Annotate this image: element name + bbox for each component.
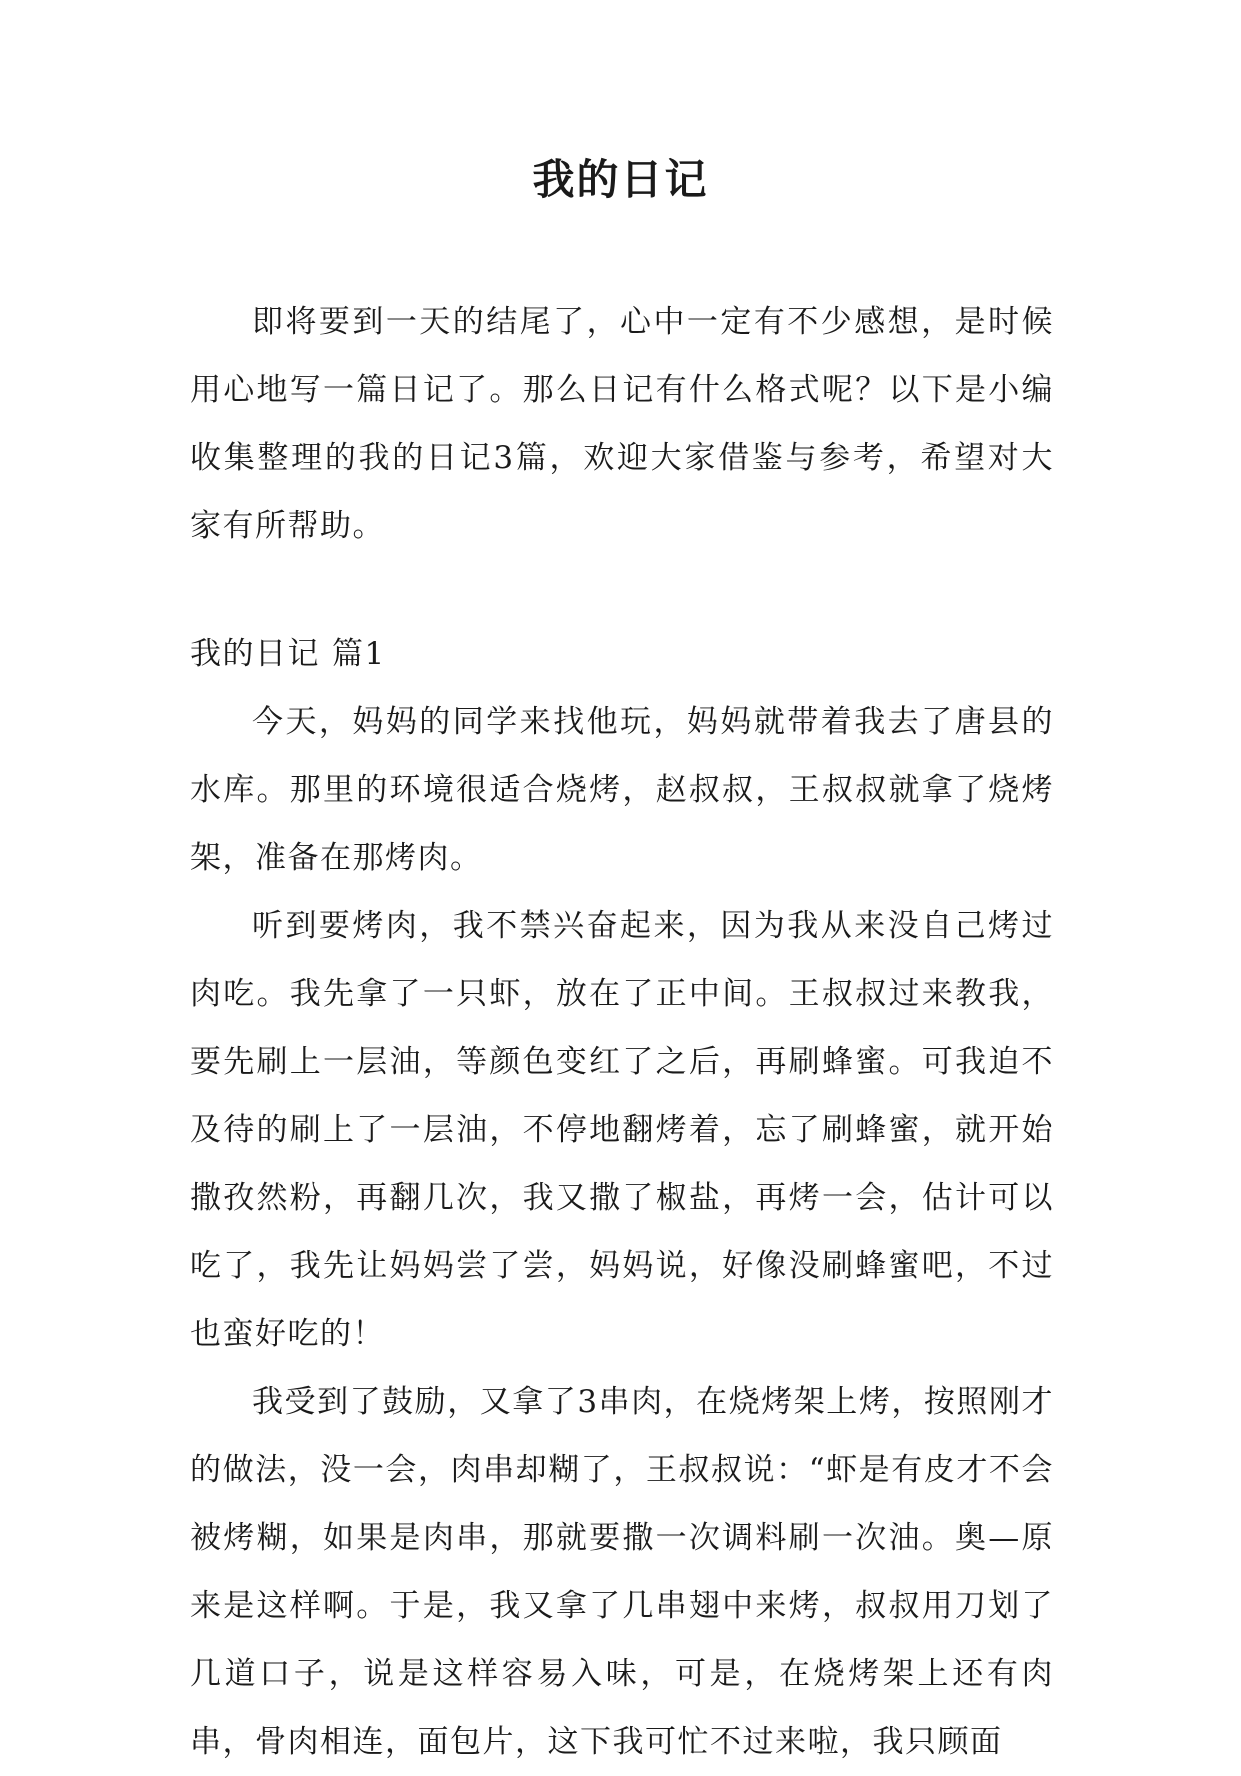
document-body — [190, 288, 1054, 1776]
section-heading — [190, 620, 1054, 688]
body-paragraph: 今天，妈妈的同学来找他玩，妈妈就带着我去了唐县的水库。那里的环境很适合烧烤，赵叔叔，王叔叔就拿了烧烤架，准备在那烤肉。 — [190, 704, 1054, 876]
body-paragraph: 我受到了鼓励，又拿了3串肉，在烧烤架上烤，按照刚才的做法，没一会，肉串却糊了，王叔叔说：“虾是有皮才不会被烤糊，如果是肉串，那就要撒一次调料刷一次油。奥—原来是这样啊。于是，我又拿了几串翅中来烤，叔叔用刀划了几道口子，说是这样容易入味，可是，在烧烤架上还有肉串，骨肉相连，面包片，这下我可忙不过来啦，我只顾面 — [190, 1384, 1054, 1760]
section-heading-number: 篇1 — [332, 636, 386, 672]
document-title: 我的日记 — [532, 155, 709, 204]
section-spacer — [190, 560, 1054, 620]
section-heading-title: 我的日记 — [190, 636, 320, 672]
body-paragraph: 听到要烤肉，我不禁兴奋起来，因为我从来没自己烤过肉吃。我先拿了一只虾，放在了正中间。王叔叔过来教我，要先刷上一层油，等颜色变红了之后，再刷蜂蜜。可我迫不及待的刷上了一层油，不停地翻烤着，忘了刷蜂蜜，就开始撒孜然粉，再翻几次，我又撒了椒盐，再烤一会，估计可以吃了，我先让妈妈尝了尝，妈妈说，好像没刷蜂蜜吧，不过也蛮好吃的！ — [190, 908, 1054, 1352]
intro-paragraph: 即将要到一天的结尾了，心中一定有不少感想，是时候用心地写一篇日记了。那么日记有什么格式呢？以下是小编收集整理的我的日记3篇，欢迎大家借鉴与参考，希望对大家有所帮助。 — [190, 304, 1054, 544]
